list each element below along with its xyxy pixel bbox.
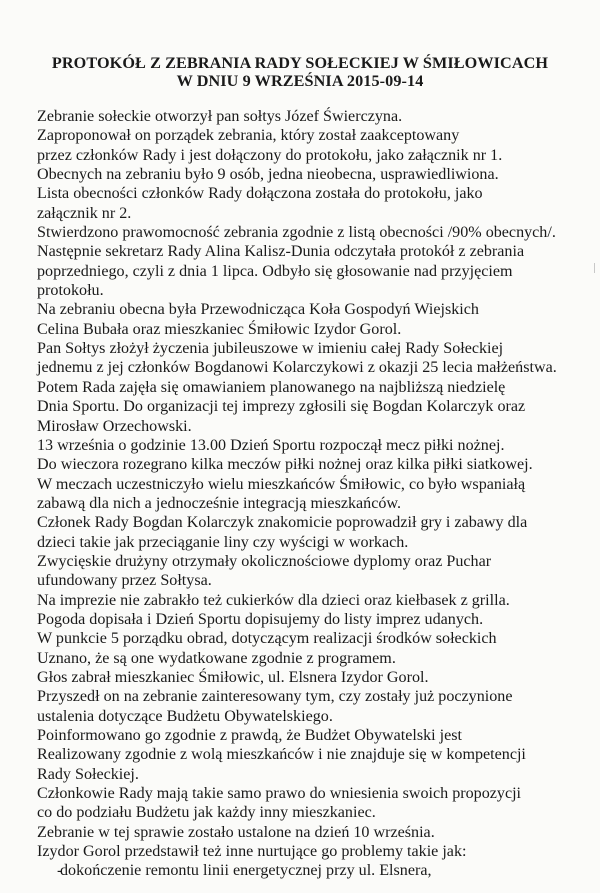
text-line: Następnie sekretarz Rady Alina Kalisz-Dunia odczytała protokół z zebrania: [37, 243, 525, 261]
text-line: Rady Sołeckiej.: [37, 765, 139, 783]
text-line: Potem Rada zajęła się omawianiem planowanego na najbliższą niedzielę: [37, 378, 506, 396]
text-line: jednemu z jej członków Bogdanowi Kolarczykowi z okazji 25 lecia małżeństwa.: [37, 359, 557, 377]
text-line: Przyszedł on na zebranie zainteresowany tym, czy zostały już poczynione: [37, 688, 513, 706]
text-line: Zebranie sołeckie otworzył pan sołtys Józef Świerczyna.: [37, 108, 403, 125]
text-line: W meczach uczestniczyło wielu mieszkańców Śmiłowic, co było wspaniałą: [37, 475, 526, 493]
text-line: Celina Bubała oraz mieszkaniec Śmiłowic Izydor Gorol.: [37, 320, 402, 338]
text-line: Poinformowano go zgodnie z prawdą, że Budżet Obywatelski jest: [37, 727, 463, 744]
title-line-1: PROTOKÓŁ Z ZEBRANIA RADY SOŁECKIEJ W ŚMIŁOWICACH: [51, 54, 549, 72]
text-line: zabawą dla nich a jednocześnie integracją mieszkańców.: [37, 494, 402, 512]
text-line: Do wieczora rozegrano kilka meczów piłki nożnej oraz kilka piłki siatkowej.: [37, 456, 533, 474]
text-line: W punkcie 5 porządku obrad, dotyczącym realizacji środków sołeckich: [37, 630, 497, 648]
text-line: Obecnych na zebraniu było 9 osób, jedna nieobecna, usprawiedliwiona.: [37, 166, 499, 184]
text-line: Pan Sołtys złożył życzenia jubileuszowe w imieniu całej Rady Sołeckiej: [37, 340, 504, 358]
protocol-body: [37, 107, 582, 881]
title-line-2: W DNIU 9 WRZEŚNIA 2015-09-14: [176, 72, 424, 90]
text-line: załącznik nr 2.: [37, 204, 132, 222]
text-line: Członkowie Rady mają takie samo prawo do wniesienia swoich propozycji: [37, 785, 522, 803]
text-line: Stwierdzono prawomocność zebrania zgodnie z listą obecności /90% obecnych/.: [37, 224, 556, 242]
text-line: Realizowany zgodnie z wolą mieszkańców i nie znajduje się w kompetencji: [37, 746, 526, 764]
scan-mark: [594, 263, 595, 273]
text-line: ufundowany przez Sołtysa.: [37, 572, 212, 590]
text-line: Pogoda dopisała i Dzień Sportu dopisujemy do listy imprez udanych.: [37, 610, 484, 628]
text-line: poprzedniego, czyli z dnia 1 lipca. Odbyło się głosowanie nad przyjęciem: [37, 262, 513, 280]
text-line: Izydor Gorol przedstawił też inne nurtujące go problemy takie jak:: [37, 843, 467, 861]
text-line: Członek Rady Bogdan Kolarczyk znakomicie poprowadził gry i zabawy dla: [37, 514, 528, 532]
text-line: Głos zabrał mieszkaniec Śmiłowic, ul. Elsnera Izydor Gorol.: [37, 668, 429, 686]
text-line: ustalenia dotyczące Budżetu Obywatelskiego.: [37, 707, 333, 725]
text-line: Dnia Sportu. Do organizacji tej imprezy zgłosili się Bogdan Kolarczyk oraz: [37, 398, 526, 416]
document-title: [0, 54, 600, 90]
text-line: Uznano, że są one wydatkowane zgodnie z programem.: [37, 649, 396, 667]
text-line: protokołu.: [37, 282, 104, 300]
text-line: Zebranie w tej sprawie zostało ustalone na dzień 10 września.: [37, 823, 435, 841]
text-line: 13 września o godzinie 13.00 Dzień Sportu rozpoczął mecz piłki nożnej.: [37, 436, 505, 454]
text-line: przez członków Rady i jest dołączony do protokołu, jako załącznik nr 1.: [37, 146, 503, 164]
text-line: Mirosław Orzechowski.: [37, 417, 192, 435]
text-line: Zwycięskie drużyny otrzymały okolicznościowe dyplomy oraz Puchar: [37, 552, 492, 570]
text-line: Zaproponował on porządek zebrania, który został zaakceptowany: [37, 127, 460, 145]
text-line: co do podziału Budżetu jak każdy inny mieszkaniec.: [37, 804, 376, 822]
text-line: Lista obecności członków Rady dołączona została do protokołu, jako: [37, 185, 483, 203]
list-item: - dokończenie remontu linii energetycznej przy ul. Elsnera,: [37, 861, 582, 880]
text-line: Na zebraniu obecna była Przewodnicząca Koła Gospodyń Wiejskich: [37, 301, 479, 319]
text-line: Na imprezie nie zabrakło też cukierków dla dzieci oraz kiełbasek z grilla.: [37, 591, 510, 609]
text-line: dzieci takie jak przeciąganie liny czy wyścigi w workach.: [37, 533, 409, 551]
